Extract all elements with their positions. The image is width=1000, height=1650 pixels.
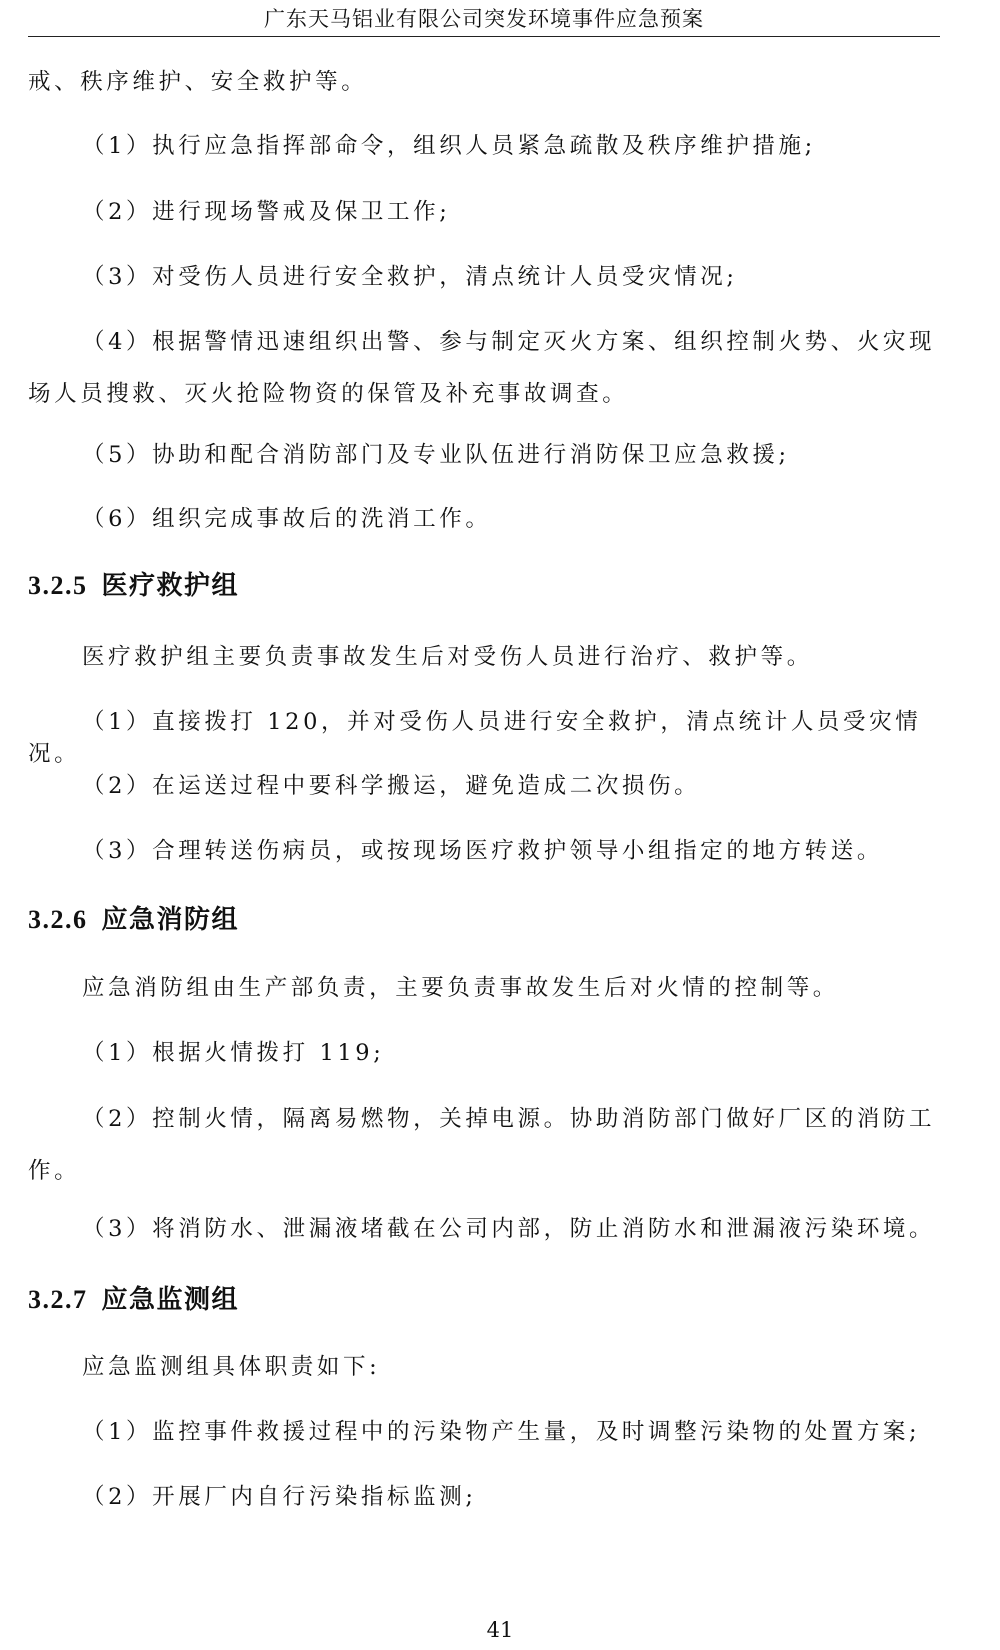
list-item: （5）协助和配合消防部门及专业队伍进行消防保卫应急救援; xyxy=(82,442,790,468)
section-intro: 医疗救护组主要负责事故发生后对受伤人员进行治疗、救护等。 xyxy=(82,644,813,670)
list-item: （3）对受伤人员进行安全救护，清点统计人员受灾情况; xyxy=(82,264,738,290)
list-item: （1）执行应急指挥部命令，组织人员紧急疏散及秩序维护措施; xyxy=(82,133,816,159)
list-item: （2）在运送过程中要科学搬运，避免造成二次损伤。 xyxy=(82,773,701,799)
section-number: 3.2.7 xyxy=(28,1285,88,1314)
list-item: （3）合理转送伤病员，或按现场医疗救护领导小组指定的地方转送。 xyxy=(82,838,883,864)
list-item: （2）开展厂内自行污染指标监测; xyxy=(82,1484,477,1510)
list-item: （1）直接拨打 120，并对受伤人员进行安全救护，清点统计人员受灾情况。 xyxy=(28,709,922,767)
section-title: 应急监测组 xyxy=(101,1285,240,1315)
section-intro: 应急消防组由生产部负责，主要负责事故发生后对火情的控制等。 xyxy=(82,975,839,1001)
section-heading xyxy=(28,1282,239,1318)
page-header xyxy=(28,0,940,37)
section-heading xyxy=(28,902,239,938)
list-item: （1）根据火情拨打 119; xyxy=(82,1040,385,1066)
list-item: （2）控制火情，隔离易燃物，关掉电源。协助消防部门做好厂区的消防工作。 xyxy=(28,1106,936,1184)
list-item: （2）进行现场警戒及保卫工作; xyxy=(82,199,451,225)
page-number: 41 xyxy=(486,1618,514,1642)
section-title: 医疗救护组 xyxy=(101,571,240,601)
section-number: 3.2.6 xyxy=(28,905,88,934)
list-item: （1）监控事件救援过程中的污染物产生量，及时调整污染物的处置方案; xyxy=(82,1419,921,1445)
section-title: 应急消防组 xyxy=(101,905,240,935)
list-item: （4）根据警情迅速组织出警、参与制定灭火方案、组织控制火势、火灾现场人员搜救、灭火抢险物资的保管及补充事故调查。 xyxy=(28,329,936,407)
section-number: 3.2.5 xyxy=(28,571,88,600)
header-title: 广东天马铝业有限公司突发环境事件应急预案 xyxy=(264,7,704,31)
section-heading xyxy=(28,568,239,604)
paragraph-continuation: 戒、秩序维护、安全救护等。 xyxy=(28,69,368,95)
list-item: （3）将消防水、泄漏液堵截在公司内部，防止消防水和泄漏液污染环境。 xyxy=(82,1216,936,1242)
section-intro: 应急监测组具体职责如下: xyxy=(82,1354,381,1380)
list-item: （6）组织完成事故后的洗消工作。 xyxy=(82,506,492,532)
